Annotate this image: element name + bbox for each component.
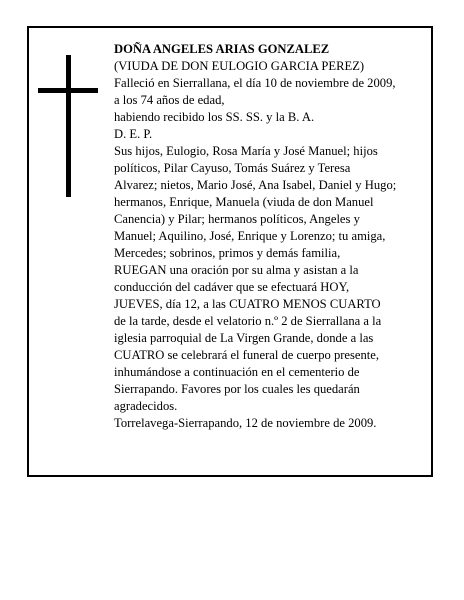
death-info-line: Falleció en Sierrallana, el día 10 de noviembre de 2009, (114, 76, 396, 90)
obituary-text (114, 41, 414, 432)
cross-horizontal-bar (38, 88, 98, 93)
family-line: Mercedes; sobrinos, primos y demás familia, (114, 246, 341, 260)
cross-icon (38, 55, 98, 197)
age-line: a los 74 años de edad, (114, 93, 225, 107)
family-line: políticos, Pilar Cayuso, Tomás Suárez y Teresa (114, 161, 351, 175)
family-line: Manuel; Aquilino, José, Enrique y Lorenzo; tu amiga, (114, 229, 386, 243)
request-line: de la tarde, desde el velatorio n.º 2 de Sierrallana a la (114, 314, 382, 328)
request-line: inhumándose a continuación en el cementerio de (114, 365, 360, 379)
family-line: Sus hijos, Eulogio, Rosa María y José Manuel; hijos (114, 144, 378, 158)
deceased-name: DOÑA ANGELES ARIAS GONZALEZ (114, 42, 330, 56)
cross-vertical-bar (66, 55, 71, 197)
sacraments-line: habiendo recibido los SS. SS. y la B. A. (114, 110, 315, 124)
family-line: Canencia) y Pilar; hermanos políticos, Angeles y (114, 212, 360, 226)
request-line (114, 262, 414, 279)
request-line: agradecidos. (114, 399, 178, 413)
request-line: iglesia parroquial de La Virgen Grande, donde a las (114, 331, 374, 345)
request-line: CUATRO se celebrará el funeral de cuerpo presente, (114, 348, 380, 362)
place-date-line: Torrelavega-Sierrapando, 12 de noviembre de 2009. (114, 416, 377, 430)
widow-of-line: (VIUDA DE DON EULOGIO GARCIA PEREZ) (114, 59, 365, 73)
rip-line: D. E. P. (114, 127, 153, 141)
family-line: hermanos, Enrique, Manuela (viuda de don Manuel (114, 195, 374, 209)
request-line: Sierrapando. Favores por los cuales les quedarán (114, 382, 360, 396)
request-line: conducción del cadáver que se efectuará HOY, (114, 280, 350, 294)
request-line: JUEVES, día 12, a las CUATRO MENOS CUARTO (114, 297, 381, 311)
request-text: una oración por su alma y asistan a la (166, 263, 359, 277)
ruegan-word: RUEGAN (114, 263, 167, 277)
family-line: Alvarez; nietos, Mario José, Ana Isabel, Daniel y Hugo; (114, 178, 397, 192)
